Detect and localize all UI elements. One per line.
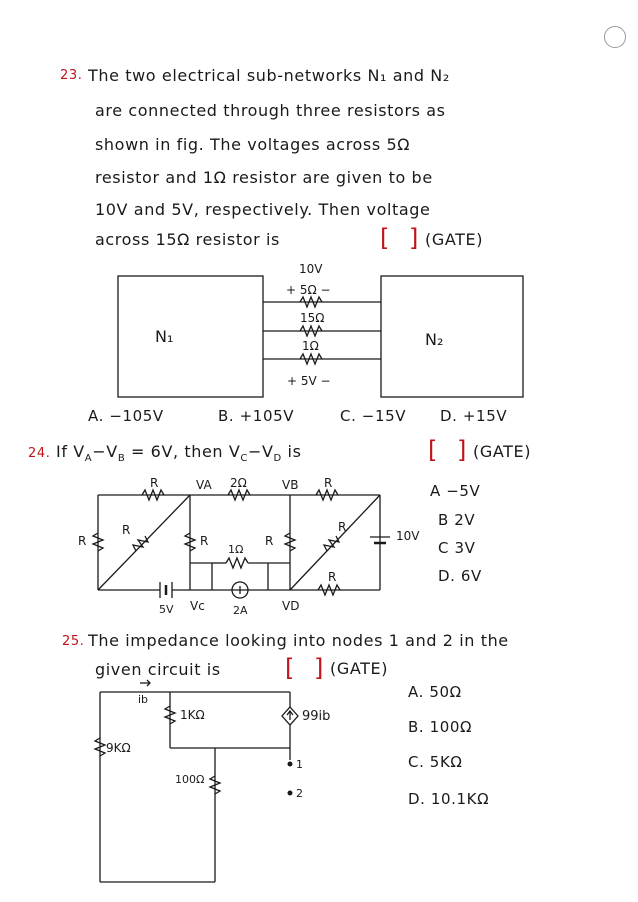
q23-number: 23. xyxy=(60,68,83,83)
q25-label-9k: 9KΩ xyxy=(106,741,131,755)
q24-label-r-diag-right: R xyxy=(338,520,347,534)
q24-option-c: C 3V xyxy=(438,539,476,557)
q23-option-a: A. −105V xyxy=(88,407,164,425)
q24-text-part-e: is xyxy=(281,442,302,461)
q24-source: (GATE) xyxy=(473,442,532,461)
q23-label-5v: + 5V − xyxy=(287,374,331,388)
q24-label-r-left: R xyxy=(78,534,87,548)
q24-label-r-bottom-right: R xyxy=(328,570,337,584)
q23-option-b: B. +105V xyxy=(218,407,295,425)
q24-option-a: A −5V xyxy=(430,482,481,500)
q24-label-r-top-left: R xyxy=(150,476,159,490)
q23-line-3: shown in fig. The voltages across 5Ω xyxy=(95,135,411,154)
q23-label-5ohm: + 5Ω − xyxy=(286,283,331,297)
q24-sub-d: D xyxy=(273,453,282,465)
q24-label-2ohm: 2Ω xyxy=(230,476,247,490)
q25-node-1 xyxy=(288,762,293,767)
q25-option-a: A. 50Ω xyxy=(408,683,462,701)
q25-label-1k: 1KΩ xyxy=(180,708,205,722)
q23-label-n1: N₁ xyxy=(155,327,174,346)
q24-label-r-mid-left: R xyxy=(200,534,209,548)
q24-number: 24. xyxy=(28,446,51,461)
q24-sub-c: C xyxy=(240,453,248,465)
q24-option-b: B 2V xyxy=(438,511,476,529)
q24-text-part-a: If V xyxy=(56,442,85,461)
q24-label-1ohm: 1Ω xyxy=(228,543,244,556)
q25-line-2: given circuit is xyxy=(95,660,221,679)
q23-label-10v: 10V xyxy=(299,262,323,276)
q23-line-2: are connected through three resistors as xyxy=(95,101,446,120)
q24-label-va: VA xyxy=(196,478,212,492)
q23-option-d: D. +15V xyxy=(440,407,508,425)
q25-node-2 xyxy=(288,791,293,796)
q25-label-100: 100Ω xyxy=(175,773,205,786)
q25-option-b: B. 100Ω xyxy=(408,718,473,736)
q25-label-ib: ib xyxy=(138,693,149,706)
q23-option-c: C. −15V xyxy=(340,407,407,425)
q25-source: (GATE) xyxy=(330,659,389,678)
q24-label-vd: VD xyxy=(282,599,300,613)
q25-answer-box: [ ] xyxy=(285,654,330,682)
q24-text-part-b: −V xyxy=(92,442,118,461)
q25-line-1: The impedance looking into nodes 1 and 2 in the xyxy=(88,631,509,650)
q25-number: 25. xyxy=(62,634,85,649)
q25-option-d: D. 10.1KΩ xyxy=(408,790,490,808)
q23-line-6: across 15Ω resistor is xyxy=(95,230,280,249)
q23-line-4: resistor and 1Ω resistor are given to be xyxy=(95,168,433,187)
q24-text-part-c: = 6V, then V xyxy=(125,442,241,461)
q23-label-n2: N₂ xyxy=(425,330,444,349)
q23-label-15ohm: 15Ω xyxy=(300,311,325,325)
q23-source: (GATE) xyxy=(425,230,484,249)
q24-label-vc: Vc xyxy=(190,599,205,613)
q24-label-5v: 5V xyxy=(159,603,174,616)
q24-text-part-d: −V xyxy=(247,442,274,461)
q23-label-1ohm: 1Ω xyxy=(302,339,319,353)
q25-label-99ib: 99ib xyxy=(302,709,331,724)
q25-option-c: C. 5KΩ xyxy=(408,753,463,771)
q25-label-node-2: 2 xyxy=(296,787,303,800)
q24-label-10v: 10V xyxy=(396,529,420,543)
q25-label-node-1: 1 xyxy=(296,758,303,771)
q24-sub-a: A xyxy=(84,453,93,465)
q24-answer-box: [ ] xyxy=(428,436,473,464)
q23-line-5: 10V and 5V, respectively. Then voltage xyxy=(95,200,431,219)
q24-label-r-mid-right: R xyxy=(265,534,274,548)
q24-sub-b: B xyxy=(117,453,126,465)
q23-line-1: The two electrical sub-networks N₁ and N₂ xyxy=(88,66,450,85)
q24-label-2a: 2A xyxy=(233,604,248,617)
q23-answer-box: [ ] xyxy=(380,224,425,252)
q24-label-vb: VB xyxy=(282,478,299,492)
q24-label-r-diag-left: R xyxy=(122,523,131,537)
q24-label-r-top-right: R xyxy=(324,476,333,490)
q24-option-d: D. 6V xyxy=(438,567,482,585)
